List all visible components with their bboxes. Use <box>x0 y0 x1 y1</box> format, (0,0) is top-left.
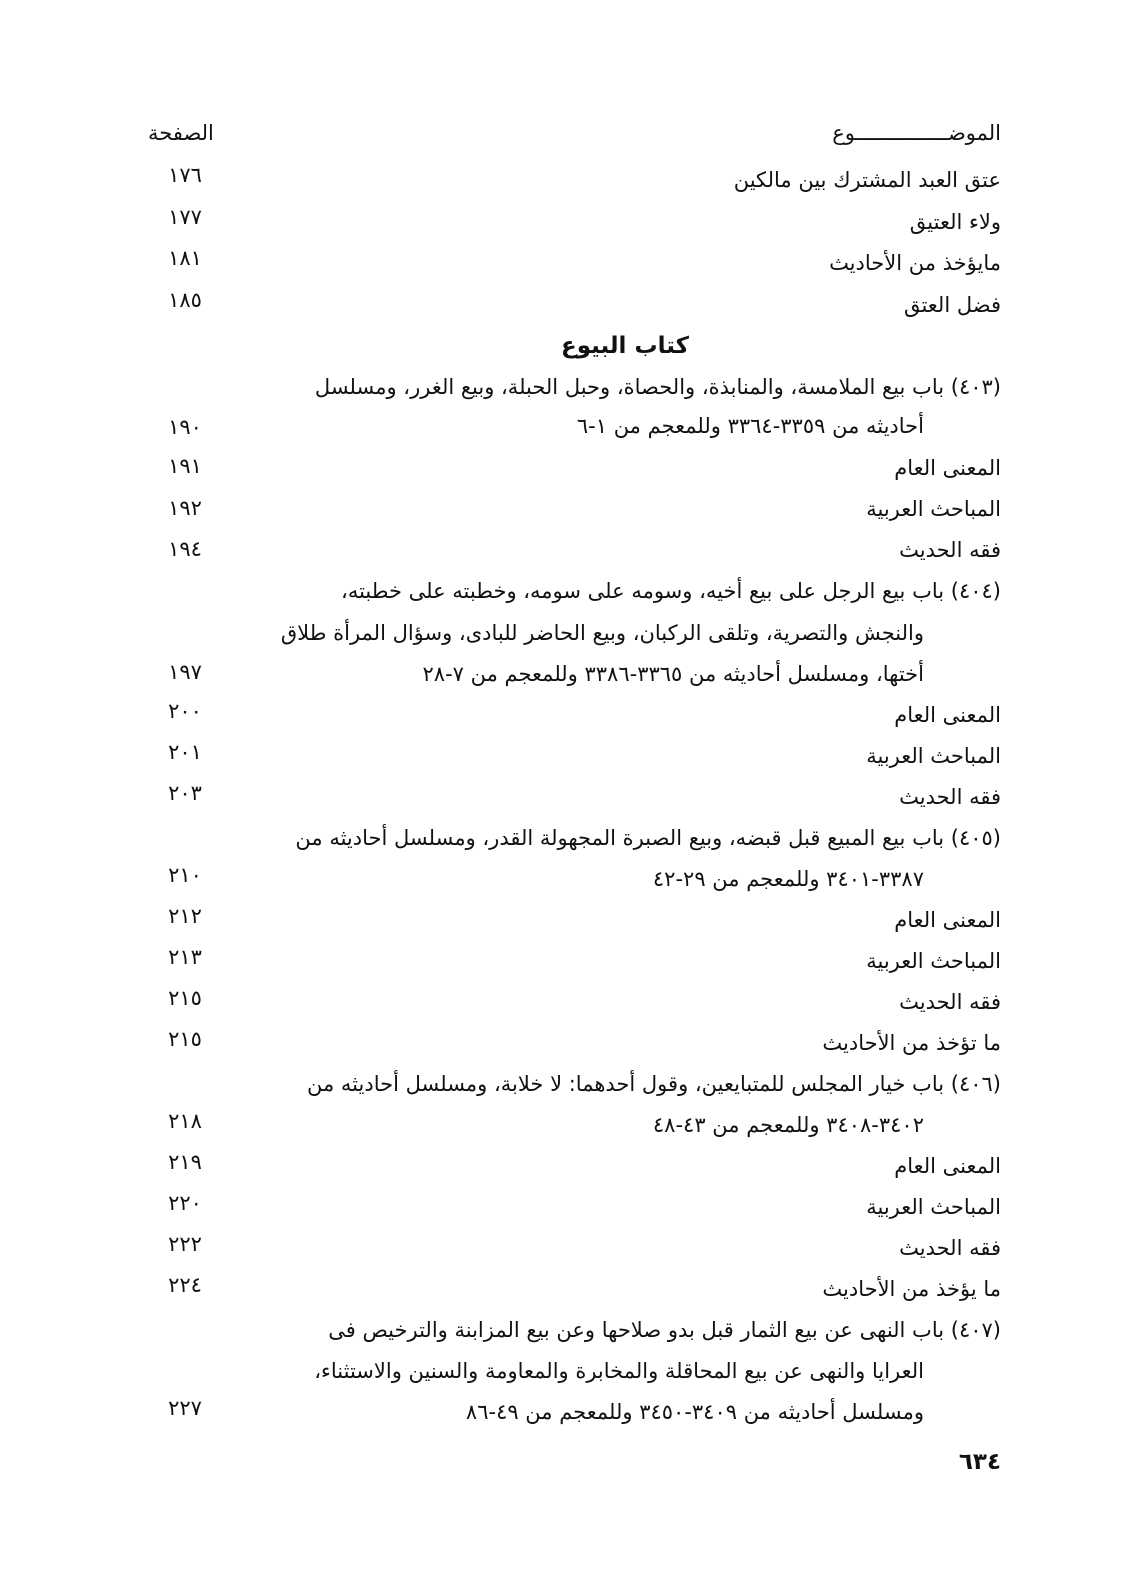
toc-entry-title: المعنى العام <box>894 908 1001 932</box>
toc-entry-title: فقه الحديث <box>899 1236 1001 1260</box>
toc-entry-page: ١٩١ <box>168 454 202 478</box>
toc-entry-page: ٢١٥ <box>168 1027 202 1051</box>
page-column-header: الصفحة <box>148 121 214 145</box>
chapter-407-page: ٢٢٧ <box>168 1396 202 1420</box>
toc-entry-page: ٢٠١ <box>168 740 202 764</box>
section-title: كتاب البيوع <box>561 333 689 359</box>
toc-entry-title: المعنى العام <box>894 456 1001 480</box>
chapter-403-line-2: أحاديثه من ٣٣٥٩-٣٣٦٤ وللمعجم من ١-٦ <box>576 414 924 438</box>
chapter-404-page: ١٩٧ <box>168 660 202 684</box>
toc-entry-title: المباحث العربية <box>866 497 1001 521</box>
toc-entry-page: ٢٠٣ <box>168 781 202 805</box>
toc-entry-title: فضل العتق <box>903 293 1001 317</box>
toc-entry-page: ٢١٥ <box>168 986 202 1010</box>
toc-entry-title: ما تؤخذ من الأحاديث <box>822 1031 1001 1055</box>
toc-entry-page: ١٩٢ <box>168 496 202 520</box>
chapter-404-line-3: أختها، ومسلسل أحاديثه من ٣٣٦٥-٣٣٨٦ وللمعجم من ٧-٢٨ <box>422 662 924 686</box>
chapter-404-line-1: (٤٠٤) باب بيع الرجل على بيع أخيه، وسومه على سومه، وخطبته على خطبته، <box>341 579 1001 603</box>
chapter-406-line-2: ٣٤٠٢-٣٤٠٨ وللمعجم من ٤٣-٤٨ <box>652 1113 924 1137</box>
toc-entry-page: ١٨١ <box>168 246 202 270</box>
chapter-406-line-1: (٤٠٦) باب خيار المجلس للمتبايعين، وقول أحدهما: لا خلابة، ومسلسل أحاديثه من <box>307 1072 1001 1096</box>
toc-entry-title: المباحث العربية <box>866 744 1001 768</box>
toc-entry-title: المعنى العام <box>894 703 1001 727</box>
toc-entry-title: عتق العبد المشترك بين مالكين <box>733 168 1001 192</box>
toc-entry-title: ولاء العتيق <box>909 210 1001 234</box>
chapter-406-page: ٢١٨ <box>168 1109 202 1133</box>
chapter-403-line-1: (٤٠٣) باب بيع الملامسة، والمنابذة، والحصاة، وحبل الحبلة، وبيع الغرر، ومسلسل <box>314 375 1001 399</box>
chapter-405-page: ٢١٠ <box>168 863 202 887</box>
toc-entry-page: ١٧٧ <box>168 205 202 229</box>
chapter-405-line-2: ٣٣٨٧-٣٤٠١ وللمعجم من ٢٩-٤٢ <box>652 867 924 891</box>
chapter-404-line-2: والنجش والتصرية، وتلقى الركبان، وبيع الحاضر للبادى، وسؤال المرأة طلاق <box>280 621 924 645</box>
toc-entry-title: ما يؤخذ من الأحاديث <box>822 1277 1001 1301</box>
toc-entry-title: المباحث العربية <box>866 949 1001 973</box>
toc-entry-title: فقه الحديث <box>899 990 1001 1014</box>
toc-entry-title: المباحث العربية <box>866 1195 1001 1219</box>
toc-entry-title: المعنى العام <box>894 1154 1001 1178</box>
toc-entry-title: فقه الحديث <box>899 538 1001 562</box>
toc-entry-title: مايؤخذ من الأحاديث <box>829 251 1001 275</box>
toc-entry-page: ١٩٤ <box>168 537 202 561</box>
topic-column-header: الموضـــــــــــــــوع <box>832 121 1001 145</box>
toc-entry-page: ٢١٢ <box>168 904 202 928</box>
toc-entry-page: ٢٠٠ <box>168 699 202 723</box>
chapter-407-line-1: (٤٠٧) باب النهى عن بيع الثمار قبل بدو صلاحها وعن بيع المزابنة والترخيص فى <box>328 1318 1001 1342</box>
toc-entry-page: ٢١٣ <box>168 945 202 969</box>
chapter-407-line-2: العرايا والنهى عن بيع المحاقلة والمخابرة والمعاومة والسنين والاستثناء، <box>314 1359 924 1383</box>
toc-entry-page: ١٧٦ <box>168 163 202 187</box>
chapter-403-page: ١٩٠ <box>168 415 202 439</box>
toc-entry-page: ٢١٩ <box>168 1150 202 1174</box>
toc-entry-page: ١٨٥ <box>168 288 202 312</box>
toc-entry-title: فقه الحديث <box>899 785 1001 809</box>
toc-entry-page: ٢٢٠ <box>168 1191 202 1215</box>
page-number: ٦٣٤ <box>958 1449 1001 1475</box>
chapter-405-line-1: (٤٠٥) باب بيع المبيع قبل قبضه، وبيع الصبرة المجهولة القدر، ومسلسل أحاديثه من <box>295 826 1001 850</box>
chapter-407-line-3: ومسلسل أحاديثه من ٣٤٠٩-٣٤٥٠ وللمعجم من ٤٩-٨٦ <box>465 1400 924 1424</box>
toc-entry-page: ٢٢٤ <box>168 1273 202 1297</box>
toc-entry-page: ٢٢٢ <box>168 1232 202 1256</box>
